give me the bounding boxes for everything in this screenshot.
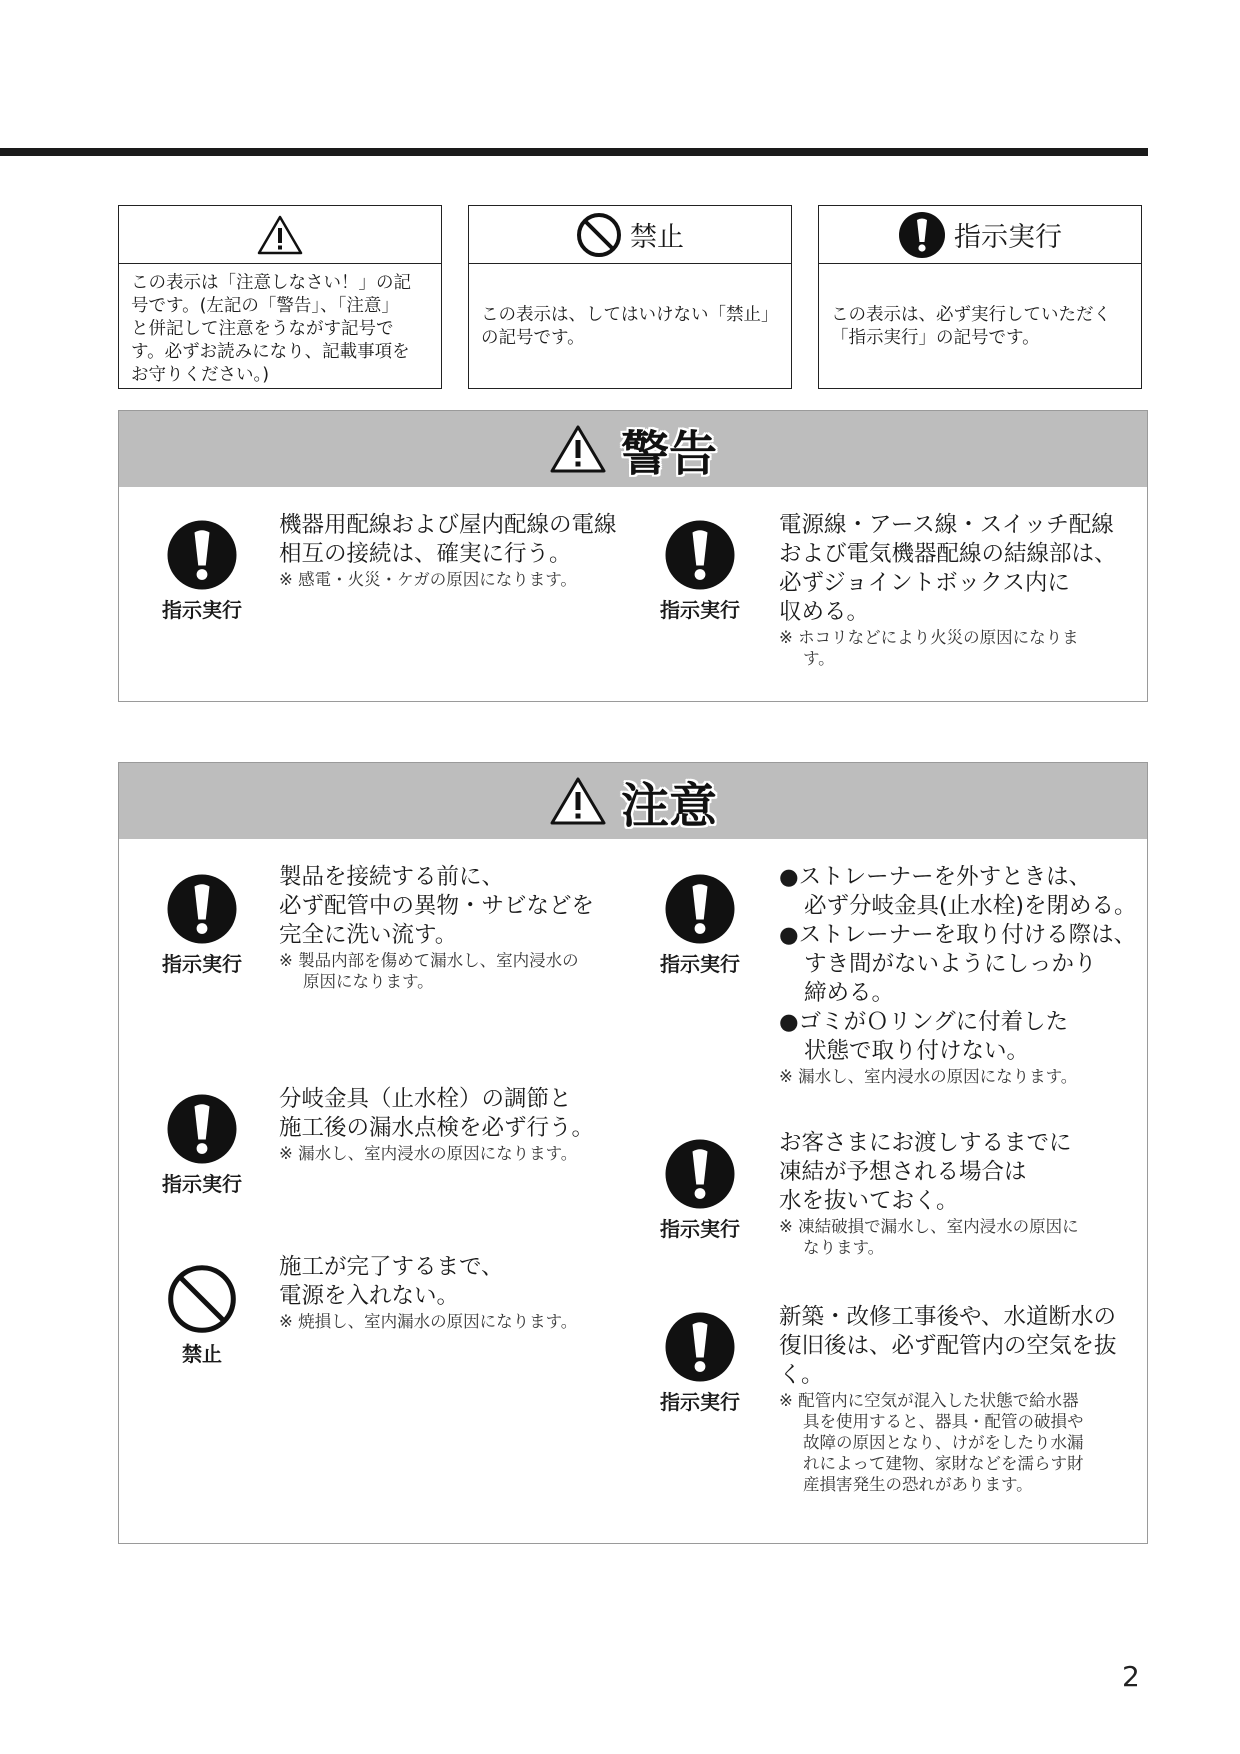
item-note: ※ 製品内部を傷めて漏水し、室内浸水の 原因になります。: [279, 951, 579, 991]
item-main-text: お客さまにお渡しするまでに 凍結が予想される場合は 水を抜いておく。: [779, 1130, 1072, 1214]
item-note: ※ 漏水し、室内浸水の原因になります。: [779, 1067, 1078, 1086]
legend-prohibit-box: [468, 205, 792, 389]
caution-left-1-symbol: [157, 873, 247, 977]
mandatory-icon: [166, 519, 238, 591]
warning-item-1-symbol: [157, 519, 247, 623]
symbol-label: 指示実行: [162, 598, 242, 622]
legend-mandatory-box: [818, 205, 1142, 389]
warning-section: [118, 410, 1148, 702]
symbol-label: 指示実行: [660, 1390, 740, 1414]
warning-title: 警告: [620, 425, 717, 482]
mandatory-icon: [664, 519, 736, 591]
prohibit-icon: [576, 212, 622, 258]
symbol-label: 指示実行: [660, 598, 740, 622]
legend-caution-head: [119, 206, 441, 264]
item-note: ※ 凍結破損で漏水し、室内浸水の原因に なります。: [779, 1217, 1079, 1257]
item-note: ※ 感電・火災・ケガの原因になります。: [279, 570, 577, 589]
legend-mandatory-head: [819, 206, 1141, 264]
symbol-label: 指示実行: [660, 1217, 740, 1241]
bullet-item: ●ストレーナーを取り付ける際は、 すき間がないようにしっかり 締める。: [779, 922, 1137, 1006]
mandatory-icon: [664, 1138, 736, 1210]
caution-left-1-text: [279, 863, 649, 992]
symbol-label: 指示実行: [162, 952, 242, 976]
item-main-text: 製品を接続する前に、 必ず配管中の異物・サビなどを 完全に洗い流す。: [279, 864, 595, 948]
caution-right-1-text: [779, 863, 1139, 1087]
legend-mandatory-title: 指示実行: [954, 222, 1062, 253]
bullet-item: ●ゴミがＯリングに付着した 状態で取り付けない。: [779, 1009, 1069, 1064]
caution-triangle-icon: [549, 776, 607, 826]
caution-triangle-icon: [256, 214, 304, 256]
item-main-text: 分岐金具（止水栓）の調節と 施工後の漏水点検を必ず行う。: [279, 1086, 595, 1141]
legend-caution-box: [118, 205, 442, 389]
bullet-item: ●ストレーナーを外すときは、 必ず分岐金具(止水栓)を閉める。: [779, 864, 1137, 919]
caution-right-2-text: [779, 1129, 1139, 1258]
mandatory-icon: [664, 1311, 736, 1383]
item-note: ※ 配管内に空気が混入した状態で給水器 具を使用すると、器具・配管の破損や 故障の原因となり、けがをしたり水漏 れによって建物、家財などを濡らす財 産損害発生の恐れがあります。: [779, 1391, 1084, 1494]
top-rule: [0, 148, 1148, 156]
item-main-text: 施工が完了するまで、 電源を入れない。: [279, 1254, 504, 1309]
mandatory-icon: [898, 211, 946, 259]
item-main-text: 機器用配線および屋内配線の電線 相互の接続は、確実に行う。: [279, 512, 617, 567]
item-note: ※ 焼損し、室内漏水の原因になります。: [279, 1312, 578, 1331]
caution-left-2-symbol: [157, 1093, 247, 1197]
caution-triangle-icon: [549, 424, 607, 474]
legend-caution-text: この表示は「注意しなさい！」の記 号です。(左記の「警告」、「注意」 と併記して注意をうながす記号で す。必ずお読みになり、記載事項を お守りください。): [131, 273, 411, 385]
warning-item-2-text: [779, 511, 1139, 669]
item-note: ※ ホコリなどにより火災の原因になりま す。: [779, 628, 1079, 668]
mandatory-icon: [664, 873, 736, 945]
caution-right-3-symbol: [655, 1311, 745, 1415]
symbol-label: 指示実行: [660, 952, 740, 976]
legend-prohibit-head: [469, 206, 791, 264]
item-main-text: 新築・改修工事後や、水道断水の 復旧後は、必ず配管内の空気を抜 く。: [779, 1304, 1117, 1388]
caution-header: [119, 763, 1147, 839]
caution-right-2-symbol: [655, 1138, 745, 1242]
legend-prohibit-text: この表示は、してはいけない「禁止」 の記号です。: [481, 305, 779, 348]
caution-left-3-text: [279, 1253, 649, 1332]
caution-left-3-symbol: [157, 1263, 247, 1367]
caution-section: [118, 762, 1148, 1544]
mandatory-icon: [166, 1093, 238, 1165]
mandatory-icon: [166, 873, 238, 945]
caution-title: 注意: [620, 777, 717, 834]
symbol-label: 指示実行: [162, 1172, 242, 1196]
page-number: 2: [1122, 1660, 1140, 1693]
caution-left-2-text: [279, 1085, 649, 1164]
warning-item-2-symbol: [655, 519, 745, 623]
legend-mandatory-text: この表示は、必ず実行していただく 「指示実行」の記号です。: [831, 305, 1111, 348]
item-note: ※ 漏水し、室内浸水の原因になります。: [279, 1144, 578, 1163]
prohibit-icon: [166, 1263, 238, 1335]
caution-right-1-symbol: [655, 873, 745, 977]
symbol-label: 禁止: [182, 1342, 222, 1366]
caution-right-3-text: [779, 1303, 1139, 1495]
warning-header: [119, 411, 1147, 487]
legend-prohibit-title: 禁止: [630, 222, 684, 253]
item-main-text: 電源線・アース線・スイッチ配線 および電気機器配線の結線部は、 必ずジョイントボックス内に 収める。: [779, 512, 1117, 625]
warning-item-1-text: [279, 511, 639, 590]
